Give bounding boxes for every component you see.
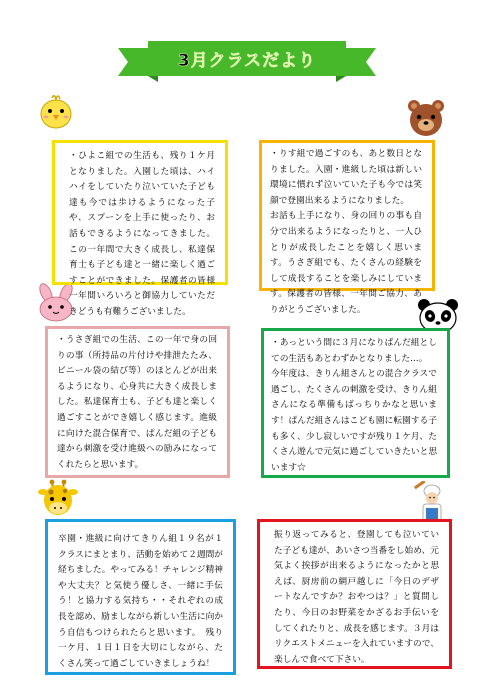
- giraffe-icon: [38, 478, 78, 518]
- section-usagi: ・うさぎ組での生活、この一年で身の回りの事（所持品の片付けや排泄たたみ、ビニール袋の結び等）のほとんどが出来るようになり、心身共に大きく成長しました。私達保育士も、子ども達と楽しく過ごすことができ嬉しく感じます。進級に向けた混合保育で、ぱんだ組の子ども達から刺激を受け進級への励みになってくれたらと思います。: [45, 326, 230, 478]
- section-panda: ・あっという間に３月になりぱんだ組としての生活もあとわずかとなりました…。 今年度は、きりん組さんとの混合クラスで過ごし、たくさんの刺激を受け、きりん組さんになる準備もばっちりかなと思います！ぱんだ組さんはこども園に転園する子も多く、少し寂しいですが残り１ケ月、たくさん遊んで元気に過ごしていきたいと思います☆: [261, 328, 450, 478]
- section-kirin: 卒園・進級に向けてきりん組１９名が１クラスにまとまり、活動を始めて２週間が経ちました。やってみる！チャレンジ精神や大丈夫？と気使う優しさ、一緒に手伝う！と協力する気持ち・・それぞれの成長を認め、励ましながら新しい生活に向かう自信もつけられたらと思います。 残り一ケ月、１日１日を大切にしながら、たくさん笑って過ごしていきましょうね！: [45, 519, 236, 675]
- section-hiyoko: ・ひよこ組での生活も、残り１ケ月となりました。入園した頃は、ハイハイをしていたり泣いていた子ども達も今では歩けるようになった子や、スプーンを上手に使ったり、お話もできるようになってきました。この一年間で大きく成長し、私達保育士も子ども達と一緒に楽しく過ごすことができました。保護者の皆様一年間いろいろと御協力していただきどうも有難うございました。: [52, 140, 228, 285]
- chick-icon: [36, 92, 76, 132]
- bear-icon: [406, 98, 446, 138]
- title-banner: [118, 38, 376, 82]
- section-risu: ・りす組で過ごすのも、あと数日となりました。入園・進級した頃は新しい環境に慣れず泣いていた子も今では笑顔で登園出来るようになりました。 お話も上手になり、身の回りの事も自分で出来るようになったりと、一人ひとりが成長したことを嬉しく思います。うさぎ組でも、たくさんの経験をして成長することを楽しみにしています。保護者の皆様、一年間ご協力、ありがとうございました。: [259, 140, 435, 291]
- page-title: 3月クラスだより: [177, 51, 317, 71]
- section-kitchen: 振り返ってみると、登園しても泣いていた子ども達が、あいさつ当番をし始め、元気よく挨拶が出来るようになったかと思えば、厨房前の網戸越しに「今日のデザートなんですか？おやつは？」と質問したり、今日のお野菜をかざるお手伝いをしてくれたりと、成長を感じます。３月はリクエストメニューを入れていますので、楽しんで食べて下さい。: [257, 519, 452, 669]
